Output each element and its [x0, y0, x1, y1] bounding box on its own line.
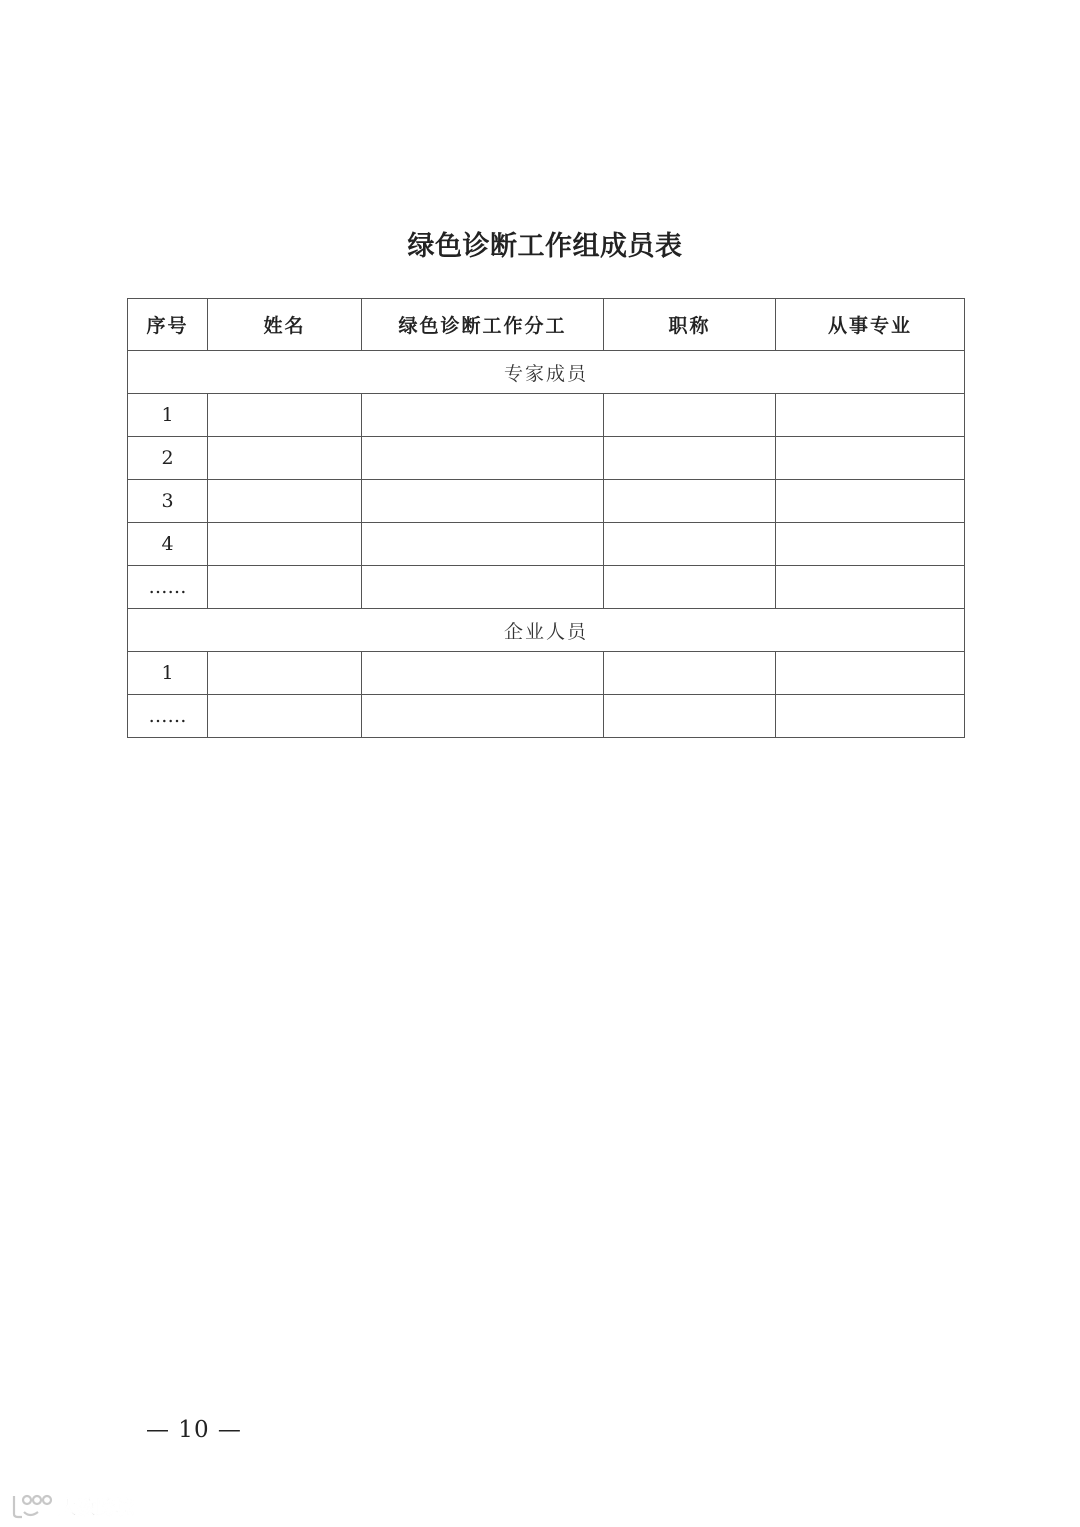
cell-seq: 4 — [128, 523, 208, 566]
cell-title — [604, 480, 776, 523]
cell-division — [362, 437, 604, 480]
cell-specialty — [776, 480, 965, 523]
cell-title — [604, 523, 776, 566]
cell-title — [604, 695, 776, 738]
cell-division — [362, 652, 604, 695]
cell-seq: 3 — [128, 480, 208, 523]
cell-specialty — [776, 394, 965, 437]
header-division: 绿色诊断工作分工 — [362, 299, 604, 351]
cell-specialty — [776, 437, 965, 480]
document-title: 绿色诊断工作组成员表 — [407, 231, 683, 262]
cell-specialty — [776, 523, 965, 566]
table-header-row — [128, 299, 965, 351]
table-row — [128, 437, 965, 480]
section-row-enterprise — [128, 609, 965, 652]
table-row — [128, 394, 965, 437]
header-seq: 序号 — [128, 299, 208, 351]
table-row — [128, 695, 965, 738]
header-name: 姓名 — [208, 299, 362, 351]
table-row — [128, 652, 965, 695]
cell-seq: 2 — [128, 437, 208, 480]
cell-name — [208, 695, 362, 738]
cell-title — [604, 566, 776, 609]
header-title: 职称 — [604, 299, 776, 351]
cell-name — [208, 523, 362, 566]
cell-name — [208, 394, 362, 437]
table-row — [128, 566, 965, 609]
cell-seq: 1 — [128, 394, 208, 437]
section-label: 专家成员 — [128, 351, 965, 394]
cell-title — [604, 652, 776, 695]
watermark-logo-icon — [6, 1488, 146, 1522]
cell-name — [208, 566, 362, 609]
cell-seq: …… — [128, 566, 208, 609]
cell-specialty — [776, 652, 965, 695]
cell-name — [208, 480, 362, 523]
header-specialty: 从事专业 — [776, 299, 965, 351]
table-row — [128, 523, 965, 566]
cell-division — [362, 523, 604, 566]
cell-seq: 1 — [128, 652, 208, 695]
members-table — [127, 298, 965, 738]
cell-division — [362, 566, 604, 609]
cell-title — [604, 394, 776, 437]
table-row — [128, 480, 965, 523]
watermark-text: 大数跨境 — [58, 1497, 135, 1519]
section-row-experts — [128, 351, 965, 394]
cell-specialty — [776, 566, 965, 609]
section-label: 企业人员 — [128, 609, 965, 652]
cell-division — [362, 695, 604, 738]
cell-seq: …… — [128, 695, 208, 738]
cell-name — [208, 437, 362, 480]
cell-division — [362, 480, 604, 523]
cell-name — [208, 652, 362, 695]
cell-specialty — [776, 695, 965, 738]
page-number: — 10 — — [146, 1417, 242, 1443]
cell-division — [362, 394, 604, 437]
cell-title — [604, 437, 776, 480]
